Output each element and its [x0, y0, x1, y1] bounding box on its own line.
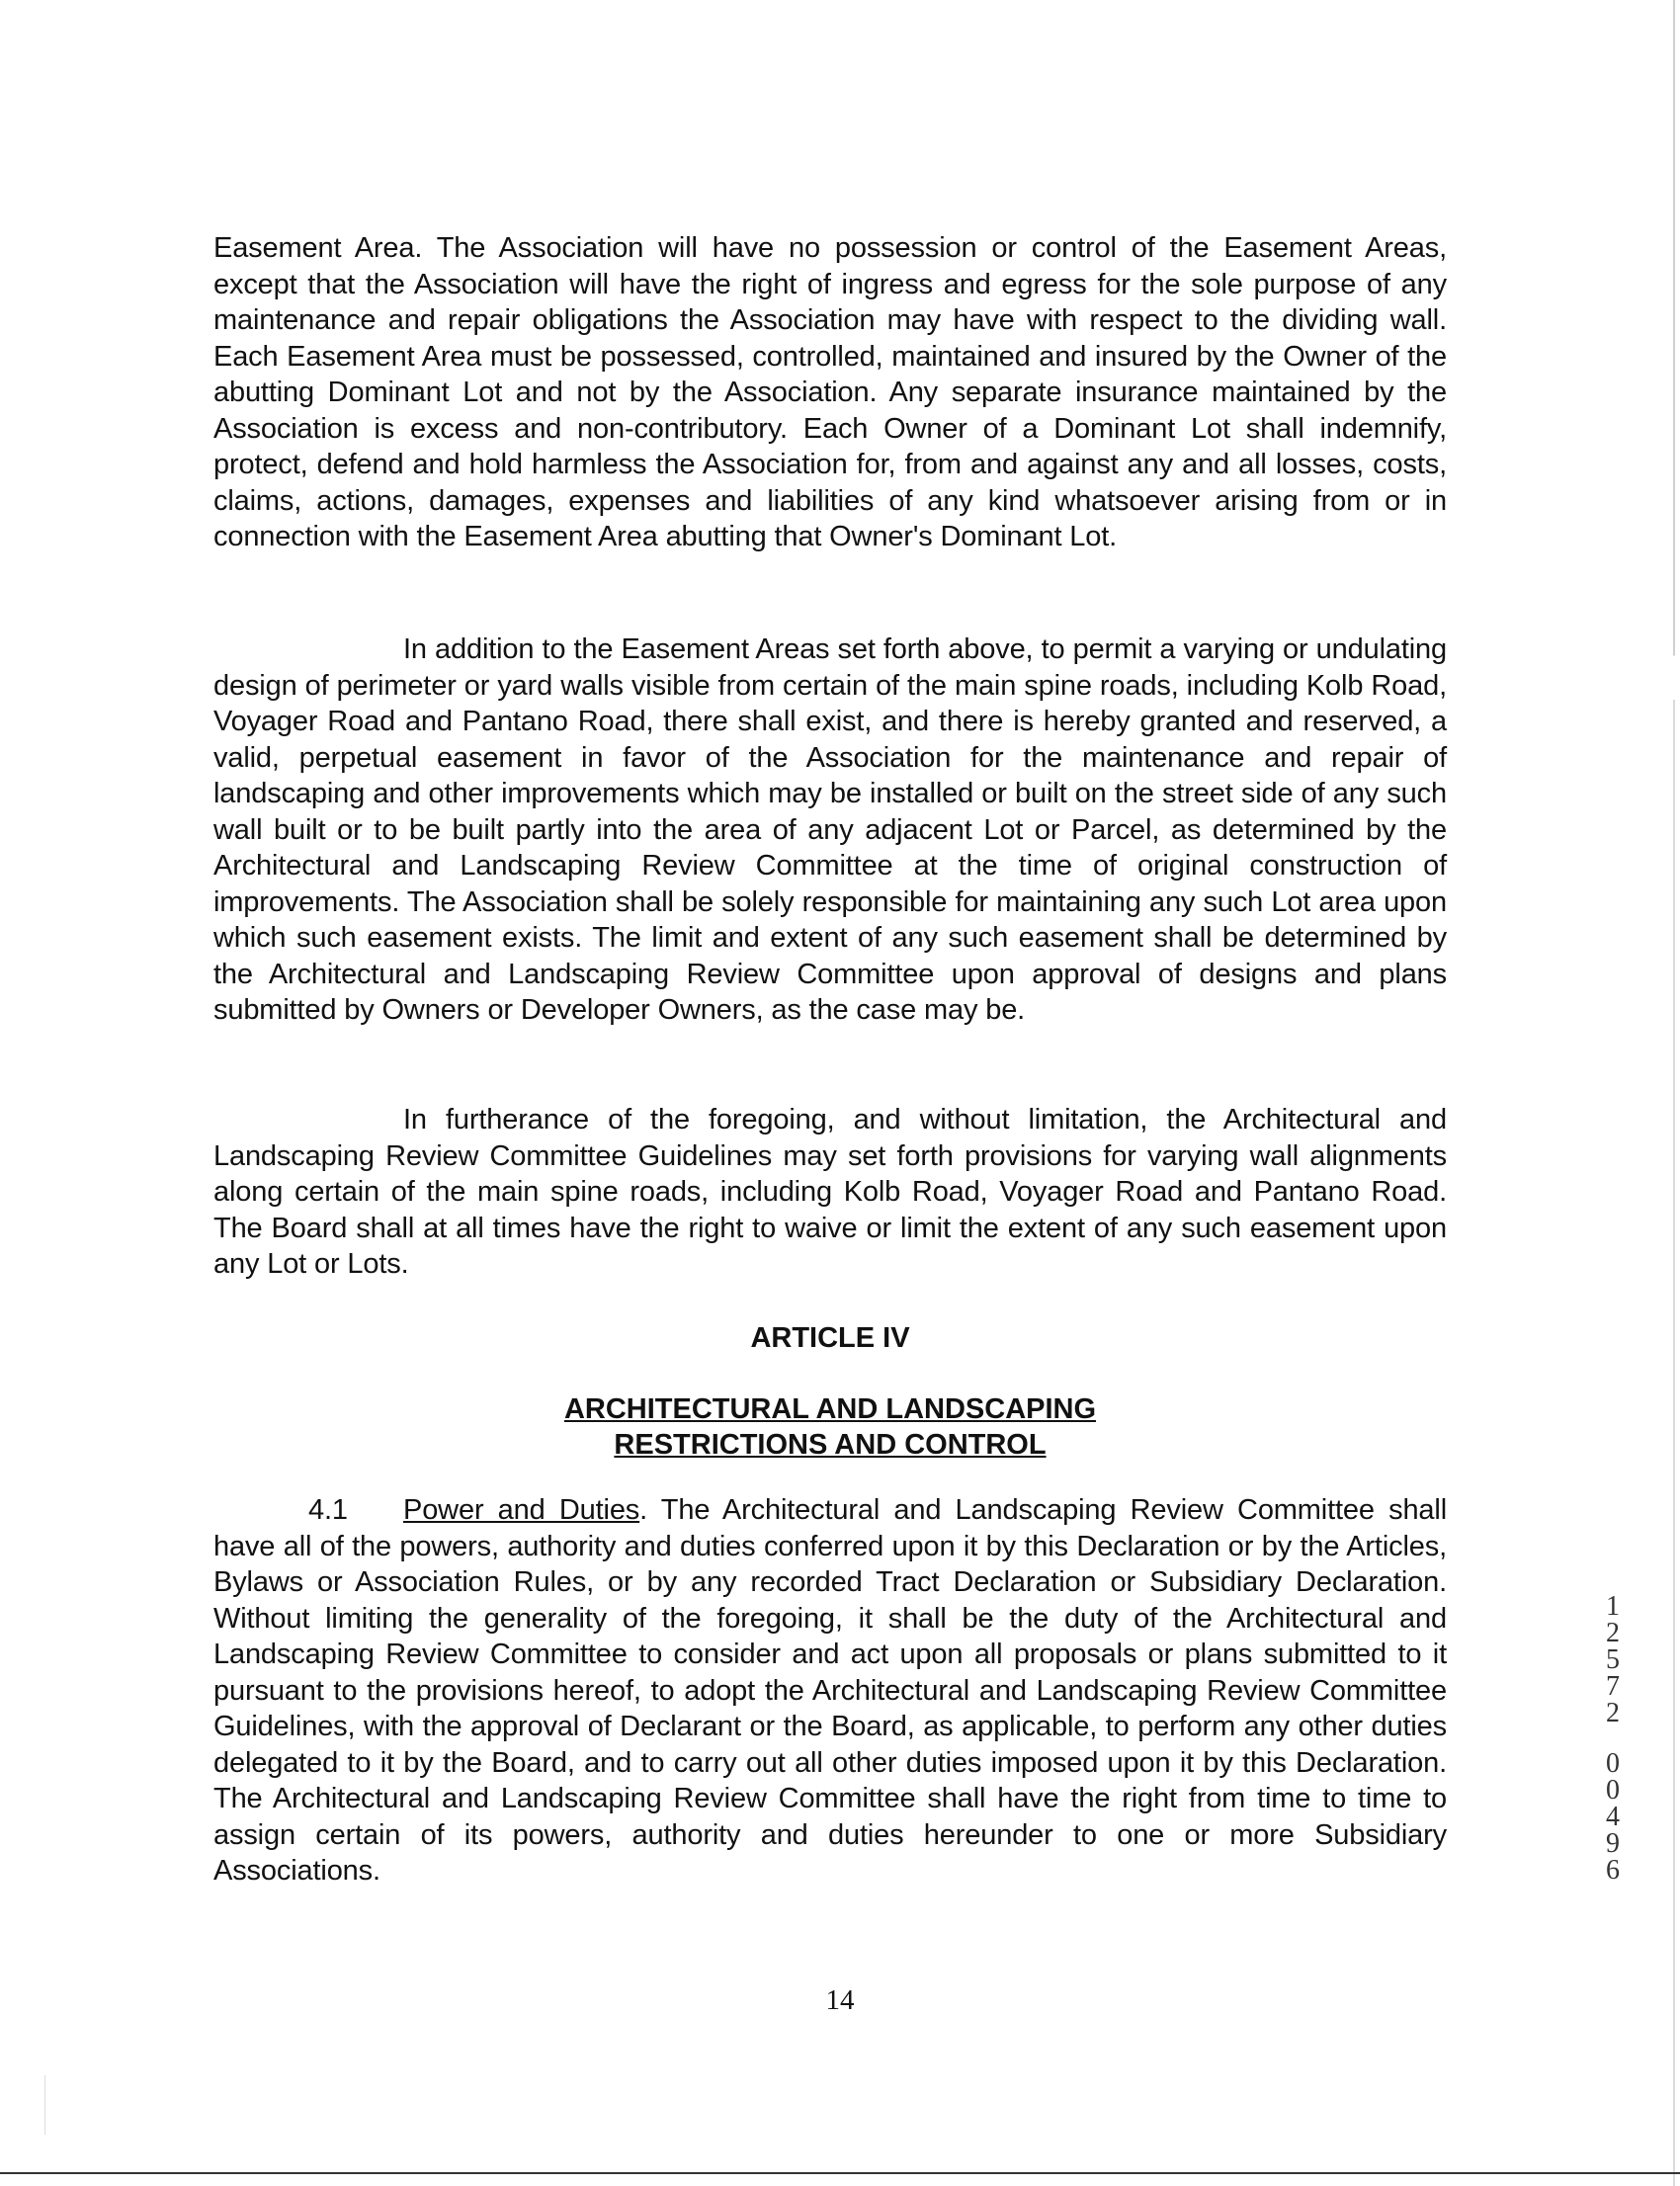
- article-title: [213, 1391, 1447, 1463]
- scan-edge-right: [1673, 0, 1675, 2186]
- section-number: 4.1: [308, 1494, 348, 1526]
- recording-gap: [1598, 1726, 1628, 1750]
- article-title-line-1: ARCHITECTURAL AND LANDSCAPING: [563, 1393, 1097, 1425]
- recording-digit: 0: [1606, 1775, 1620, 1806]
- recording-digit: 1: [1606, 1591, 1620, 1622]
- scan-mark-left: [44, 2075, 45, 2135]
- section-4-1-paragraph: [213, 1492, 1447, 1890]
- page-number: 14: [825, 1984, 855, 2016]
- recording-number: [1598, 1593, 1628, 1884]
- recording-digit: 2: [1606, 1618, 1620, 1648]
- recording-digit: 6: [1606, 1855, 1620, 1886]
- section-body: . The Architectural and Landscaping Review Committee shall have all of the powers, authority and duties conferred upon it by this Declaration or by the Articles, Bylaws or Association Rules, or by any recorded Tract Declaration or Subsidiary Declaration. Without limiting the generality of the foregoing, it shall be the duty of the Architectural and Landscaping Review Committee to consider and act upon all proposals or plans submitted to it pursuant to the provisions hereof, to adopt the Architectural and Landscaping Review Committee Guidelines, with the approval of Declarant or the Board, as applicable, to perform any other duties delegated to it by the Board, and to carry out all other duties imposed upon it by this Declaration. The Architectural and Landscaping Review Committee shall have the right from time to time to assign certain of its powers, authority and duties hereunder to one or more Subsidiary Associations.: [213, 1494, 1447, 1887]
- article-number: ARTICLE IV: [750, 1322, 910, 1354]
- scan-edge-bottom: [0, 2172, 1680, 2174]
- recording-digit: 5: [1606, 1644, 1620, 1675]
- recording-digit: 9: [1606, 1828, 1620, 1859]
- recording-digit: 2: [1606, 1698, 1620, 1728]
- paragraph-perpetual-easement: In addition to the Easement Areas set forth above, to permit a varying or undulating design of perimeter or yard walls visible from certain of the main spine roads, including Kolb Road, Voyager Road and Pantano Road, there shall exist, and there is hereby granted and reserved, a valid, perpetual easement in favor of the Association for the maintenance and repair of landscaping and other improvements which may be installed or built on the street side of any such wall built or to be built partly into the area of any adjacent Lot or Parcel, as determined by the Architectural and Landscaping Review Committee at the time of original construction of improvements. The Association shall be solely responsible for maintaining any such Lot area upon which such easement exists. The limit and extent of any such easement shall be determined by the Architectural and Landscaping Review Committee upon approval of designs and plans submitted by Owners or Developer Owners, as the case may be.: [213, 633, 1447, 1026]
- paragraph-easement-area: Easement Area. The Association will have no possession or control of the Easement Areas, except that the Association will have the right of ingress and egress for the sole purpose of any maintenance and repair obligations the Association may have with respect to the dividing wall. Each Easement Area must be possessed, controlled, maintained and insured by the Owner of the abutting Dominant Lot and not by the Association. Any separate insurance maintained by the Association is excess and non-contributory. Each Owner of a Dominant Lot shall indemnify, protect, defend and hold harmless the Association for, from and against any and all losses, costs, claims, actions, damages, expenses and liabilities of any kind whatsoever arising from or in connection with the Easement Area abutting that Owner's Dominant Lot.: [213, 232, 1447, 552]
- recording-digit: 0: [1606, 1748, 1620, 1779]
- recording-digit: 4: [1606, 1802, 1620, 1832]
- paragraph-wall-alignments: In furtherance of the foregoing, and without limitation, the Architectural and Landscaping Review Committee Guidelines may set forth provisions for varying wall alignments along certain of the main spine roads, including Kolb Road, Voyager Road and Pantano Road. The Board shall at all times have the right to waive or limit the extent of any such easement upon any Lot or Lots.: [213, 1104, 1447, 1280]
- section-heading: Power and Duties: [403, 1494, 640, 1526]
- article-title-line-2: RESTRICTIONS AND CONTROL: [614, 1429, 1047, 1461]
- recording-digit: 7: [1606, 1671, 1620, 1702]
